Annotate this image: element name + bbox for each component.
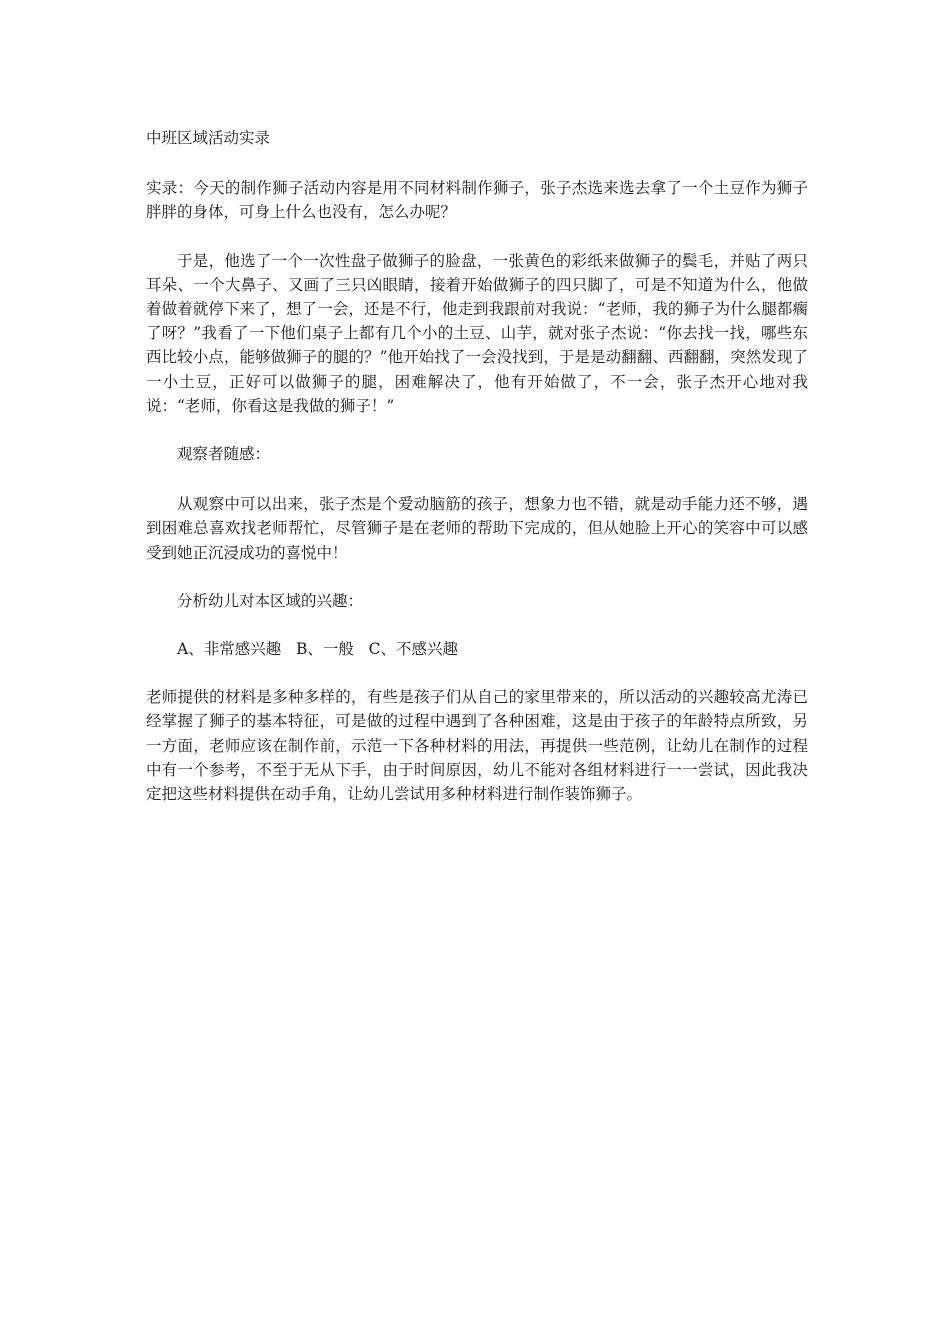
conclusion-paragraph: 老师提供的材料是多种多样的，有些是孩子们从自己的家里带来的，所以活动的兴趣较高尤涛已经掌握了狮子的基本特征，可是做的过程中遇到了各种困难，这是由于孩子的年龄特点所致，另一方面，老师应该在制作前，示范一下各种材料的用法，再提供一些范例，让幼儿在制作的过程中有一个参考，不至于无从下手，由于时间原因，幼儿不能对各组材料进行一一尝试，因此我决定把这些材料提供在动手角，让幼儿尝试用多种材料进行制作装饰狮子。 xyxy=(146,688,808,804)
document-body xyxy=(146,126,808,806)
interest-options: A、非常感兴趣 B、一般 C、不感兴趣 xyxy=(177,640,459,659)
record-paragraph: 实录：今天的制作狮子活动内容是用不同材料制作狮子，张子杰选来选去拿了一个土豆作为狮子胖胖的身体，可身上什么也没有，怎么办呢？ xyxy=(146,179,808,222)
observer-paragraph: 从观察中可以出来，张子杰是个爱动脑筋的孩子，想象力也不错，就是动手能力还不够，遇到困难总喜欢找老师帮忙，尽管狮子是在老师的帮助下完成的，但从她脸上开心的笑容中可以感受到她正沉浸成功的喜悦中！ xyxy=(146,495,808,562)
narrative-paragraph: 于是，他选了一个一次性盘子做狮子的脸盘，一张黄色的彩纸来做狮子的鬓毛，并贴了两只耳朵、一个大鼻子、又画了三只凶眼睛，接着开始做狮子的四只脚了，可是不知道为什么，他做着做着就停下来了，想了一会，还是不行，他走到我跟前对我说：“老师，我的狮子为什么腿都瘸了呀？”我看了一下他们桌子上都有几个小的土豆、山芋，就对张子杰说：“你去找一找，哪些东西比较小点，能够做狮子的腿的？”他开始找了一会没找到，于是是动翻翻、西翻翻，突然发现了一小土豆，正好可以做狮子的腿，困难解决了，他有开始做了，不一会，张子杰开心地对我说：“老师，你看这是我做的狮子！” xyxy=(146,251,808,415)
analysis-heading: 分析幼儿对本区域的兴趣： xyxy=(177,591,364,610)
observer-heading: 观察者随感： xyxy=(177,445,271,464)
document-title: 中班区域活动实录 xyxy=(146,129,271,147)
